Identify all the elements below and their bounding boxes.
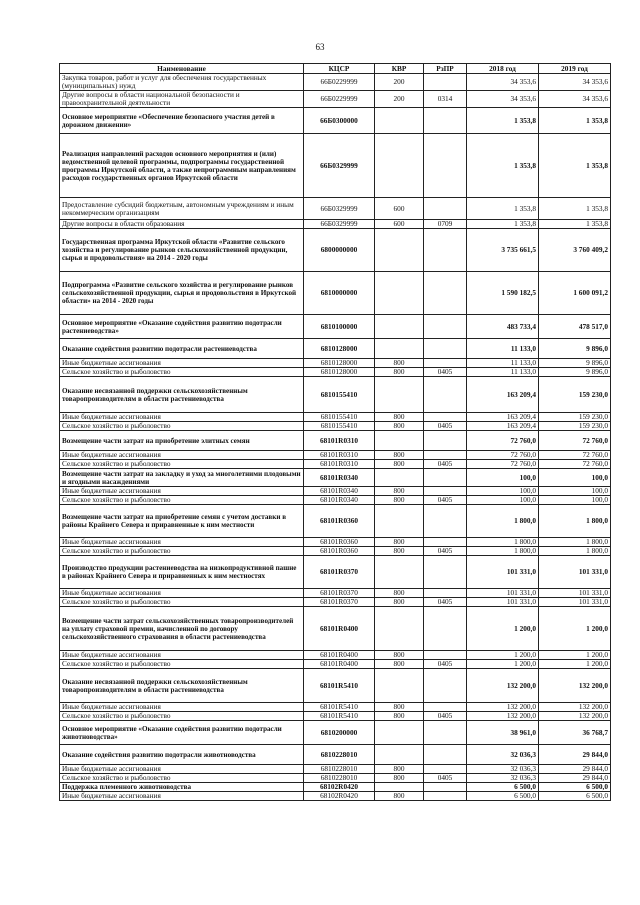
cell-kcsr: 66Б0300000 [304,108,375,134]
cell-kcsr: 6810200000 [304,721,375,745]
cell-rzpr [424,589,467,598]
table-row [60,229,611,272]
cell-2018: 132 200,0 [467,712,539,721]
cell-name: Сельское хозяйство и рыболовство [60,422,304,431]
cell-rzpr [424,792,467,801]
cell-kcsr: 68101R0370 [304,598,375,607]
table-row [60,134,611,198]
table-row [60,451,611,460]
budget-table [59,63,611,801]
cell-kcsr: 6810100000 [304,315,375,339]
cell-name: Сельское хозяйство и рыболовство [60,712,304,721]
cell-2018: 163 209,4 [467,422,539,431]
cell-2018: 100,0 [467,469,539,487]
cell-rzpr: 0709 [424,220,467,229]
cell-2019: 29 844,0 [539,745,611,765]
cell-name: Другие вопросы в области образования [60,220,304,229]
cell-2019: 1 353,8 [539,198,611,220]
cell-rzpr [424,703,467,712]
header-name: Наименование [60,64,304,74]
table-row [60,745,611,765]
cell-kvr: 800 [375,487,424,496]
table-row [60,538,611,547]
cell-kcsr: 6810228010 [304,765,375,774]
cell-kcsr: 66Б0329999 [304,134,375,198]
cell-rzpr: 0405 [424,496,467,505]
cell-kvr [375,134,424,198]
cell-2018: 6 500,0 [467,792,539,801]
cell-kvr [375,669,424,703]
cell-rzpr [424,556,467,589]
cell-kcsr: 68101R5410 [304,712,375,721]
table-row [60,74,611,91]
cell-2019: 72 760,0 [539,460,611,469]
cell-kcsr: 6810155410 [304,422,375,431]
table-row [60,774,611,783]
cell-name: Оказание содействия развитию подотрасли растениеводства [60,339,304,359]
cell-rzpr: 0405 [424,598,467,607]
cell-2019: 9 896,0 [539,339,611,359]
cell-kcsr: 6800000000 [304,229,375,272]
cell-rzpr [424,339,467,359]
cell-2019: 1 353,8 [539,220,611,229]
cell-kvr: 200 [375,91,424,108]
cell-rzpr [424,74,467,91]
cell-2018: 1 800,0 [467,505,539,538]
cell-name: Другие вопросы в области национальной безопасности и правоохранительной деятельности [60,91,304,108]
cell-2019: 159 230,0 [539,377,611,413]
cell-kvr: 800 [375,422,424,431]
cell-2018: 132 200,0 [467,703,539,712]
cell-rzpr [424,451,467,460]
table-row [60,377,611,413]
cell-2018: 1 800,0 [467,538,539,547]
cell-name: Предоставление субсидий бюджетным, автономным учреждениям и иным некоммерческим организациям [60,198,304,220]
cell-rzpr [424,538,467,547]
table-header-row [60,64,611,74]
cell-kcsr: 68101R0400 [304,607,375,651]
cell-name: Реализация направлений расходов основного мероприятия и (или) ведомственной целевой программы, подпрограммы государственной программы Иркутской области, а также непрограммным направлениям расходов государственных органов Иркутской области [60,134,304,198]
cell-name: Иные бюджетные ассигнования [60,792,304,801]
cell-kvr [375,339,424,359]
table-row [60,431,611,451]
cell-kcsr: 6810128000 [304,368,375,377]
cell-rzpr: 0405 [424,368,467,377]
cell-2018: 72 760,0 [467,431,539,451]
cell-2018: 100,0 [467,487,539,496]
table-row [60,660,611,669]
cell-kvr: 800 [375,765,424,774]
cell-2018: 6 500,0 [467,783,539,792]
cell-name: Возмещение части затрат на приобретение семян с учетом доставки в районы Крайнего Севера и приравненные к ним местности [60,505,304,538]
cell-name: Иные бюджетные ассигнования [60,413,304,422]
cell-name: Сельское хозяйство и рыболовство [60,496,304,505]
cell-kcsr: 68101R0340 [304,469,375,487]
cell-rzpr [424,505,467,538]
cell-2019: 1 800,0 [539,538,611,547]
cell-rzpr: 0405 [424,460,467,469]
cell-rzpr: 0405 [424,547,467,556]
header-kvr: КВР [375,64,424,74]
cell-2019: 6 500,0 [539,783,611,792]
table-row [60,547,611,556]
cell-kvr: 800 [375,451,424,460]
cell-2018: 101 331,0 [467,589,539,598]
cell-kcsr: 66Б0329999 [304,198,375,220]
cell-2018: 11 133,0 [467,368,539,377]
cell-2018: 1 353,8 [467,134,539,198]
cell-2019: 9 896,0 [539,368,611,377]
header-year-2019: 2019 год [539,64,611,74]
cell-kcsr: 68101R0340 [304,487,375,496]
table-row [60,413,611,422]
cell-2019: 1 200,0 [539,660,611,669]
cell-rzpr [424,651,467,660]
cell-kcsr: 68101R0360 [304,547,375,556]
cell-2018: 32 036,3 [467,765,539,774]
cell-kcsr: 6810155410 [304,413,375,422]
cell-kvr [375,607,424,651]
table-row [60,721,611,745]
header-rzpr: РзПР [424,64,467,74]
cell-kcsr: 6810228010 [304,774,375,783]
table-row [60,505,611,538]
cell-rzpr [424,469,467,487]
table-row [60,460,611,469]
cell-kvr: 800 [375,359,424,368]
cell-name: Иные бюджетные ассигнования [60,765,304,774]
cell-kcsr: 68101R5410 [304,669,375,703]
cell-name: Сельское хозяйство и рыболовство [60,547,304,556]
cell-name: Иные бюджетные ассигнования [60,703,304,712]
cell-2019: 9 896,0 [539,359,611,368]
cell-rzpr [424,487,467,496]
table-row [60,703,611,712]
cell-2018: 100,0 [467,496,539,505]
cell-kvr: 800 [375,712,424,721]
cell-2018: 34 353,6 [467,91,539,108]
cell-rzpr: 0405 [424,422,467,431]
cell-2018: 163 209,4 [467,377,539,413]
cell-2019: 100,0 [539,487,611,496]
table-row [60,651,611,660]
cell-kvr: 800 [375,413,424,422]
cell-name: Иные бюджетные ассигнования [60,538,304,547]
cell-kcsr: 68102R0420 [304,783,375,792]
cell-kvr: 800 [375,598,424,607]
cell-kcsr: 6810228010 [304,745,375,765]
cell-kvr: 800 [375,538,424,547]
table-row [60,496,611,505]
cell-2019: 72 760,0 [539,431,611,451]
cell-kcsr: 68101R0360 [304,538,375,547]
cell-kvr: 800 [375,547,424,556]
cell-2019: 29 844,0 [539,765,611,774]
cell-2018: 1 353,8 [467,198,539,220]
cell-rzpr [424,669,467,703]
cell-2019: 100,0 [539,496,611,505]
cell-kvr [375,469,424,487]
cell-rzpr: 0405 [424,712,467,721]
cell-name: Основное мероприятие «Обеспечение безопасного участия детей в дорожном движении» [60,108,304,134]
cell-2019: 1 353,8 [539,134,611,198]
cell-kcsr: 6810155410 [304,377,375,413]
cell-rzpr [424,431,467,451]
cell-kvr [375,272,424,315]
cell-2019: 36 768,7 [539,721,611,745]
cell-2018: 101 331,0 [467,598,539,607]
cell-kvr [375,745,424,765]
cell-2018: 34 353,6 [467,74,539,91]
cell-kcsr: 6810128000 [304,359,375,368]
cell-kcsr: 68102R0420 [304,792,375,801]
cell-kcsr: 68101R5410 [304,703,375,712]
cell-kvr: 600 [375,198,424,220]
cell-kvr [375,108,424,134]
table-row [60,368,611,377]
cell-2018: 38 961,0 [467,721,539,745]
cell-kvr: 800 [375,460,424,469]
cell-name: Государственная программа Иркутской области «Развитие сельского хозяйства и регулирование рынков сельскохозяйственной продукции, сырья и продовольствия» на 2014 - 2020 годы [60,229,304,272]
cell-name: Основное мероприятие «Оказание содействия развитию подотрасли растениеводства» [60,315,304,339]
cell-name: Сельское хозяйство и рыболовство [60,598,304,607]
cell-2019: 1 800,0 [539,547,611,556]
cell-2019: 34 353,6 [539,91,611,108]
table-row [60,712,611,721]
table-row [60,272,611,315]
cell-kcsr: 66Б0229999 [304,91,375,108]
cell-name: Возмещение части затрат на закладку и уход за многолетними плодовыми и ягодными насаждениями [60,469,304,487]
table-row [60,783,611,792]
cell-rzpr [424,783,467,792]
table-row [60,765,611,774]
table-row [60,315,611,339]
table-row [60,339,611,359]
cell-kcsr: 68101R0370 [304,589,375,598]
cell-kvr: 800 [375,368,424,377]
cell-2018: 132 200,0 [467,669,539,703]
cell-kvr [375,721,424,745]
cell-kvr [375,783,424,792]
cell-2018: 1 200,0 [467,607,539,651]
cell-name: Производство продукции растениеводства на низкопродуктивной пашне в районах Крайнего Севера и приравненных к ним местностях [60,556,304,589]
cell-2018: 1 200,0 [467,660,539,669]
cell-2019: 159 230,0 [539,422,611,431]
cell-name: Иные бюджетные ассигнования [60,359,304,368]
cell-kcsr: 68101R0310 [304,460,375,469]
cell-2018: 72 760,0 [467,460,539,469]
cell-kcsr: 68101R0370 [304,556,375,589]
cell-rzpr [424,607,467,651]
table-row [60,487,611,496]
cell-name: Оказание несвязанной поддержки сельскохозяйственным товаропроизводителям в области растениеводства [60,377,304,413]
cell-2018: 3 735 661,5 [467,229,539,272]
cell-name: Иные бюджетные ассигнования [60,589,304,598]
cell-2019: 1 800,0 [539,505,611,538]
cell-rzpr [424,198,467,220]
table-row [60,469,611,487]
cell-name: Иные бюджетные ассигнования [60,651,304,660]
cell-kvr: 800 [375,703,424,712]
cell-name: Основное мероприятие «Оказание содействия развитию подотрасли животноводства» [60,721,304,745]
cell-kcsr: 68101R0400 [304,651,375,660]
cell-name: Сельское хозяйство и рыболовство [60,460,304,469]
cell-2019: 100,0 [539,469,611,487]
cell-2019: 132 200,0 [539,703,611,712]
cell-2019: 101 331,0 [539,598,611,607]
cell-kvr [375,315,424,339]
cell-kcsr: 6810128000 [304,339,375,359]
cell-kcsr: 66Б0229999 [304,74,375,91]
cell-name: Возмещение части затрат на приобретение элитных семян [60,431,304,451]
table-row [60,792,611,801]
cell-2018: 32 036,3 [467,774,539,783]
cell-kcsr: 68101R0360 [304,505,375,538]
cell-2019: 1 353,8 [539,108,611,134]
table-body [60,74,611,801]
cell-rzpr: 0405 [424,660,467,669]
cell-kcsr: 68101R0400 [304,660,375,669]
cell-2019: 1 600 091,2 [539,272,611,315]
cell-name: Оказание несвязанной поддержки сельскохозяйственным товаропроизводителям в области растениеводства [60,669,304,703]
header-year-2018: 2018 год [467,64,539,74]
header-kcsr: КЦСР [304,64,375,74]
cell-2019: 101 331,0 [539,589,611,598]
cell-kvr: 800 [375,589,424,598]
table-row [60,669,611,703]
cell-2019: 478 517,0 [539,315,611,339]
cell-name: Сельское хозяйство и рыболовство [60,774,304,783]
cell-kcsr: 68101R0340 [304,496,375,505]
cell-kcsr: 68101R0310 [304,451,375,460]
cell-name: Закупка товаров, работ и услуг для обеспечения государственных (муниципальных) нужд [60,74,304,91]
cell-2019: 132 200,0 [539,712,611,721]
table-row [60,198,611,220]
cell-rzpr [424,229,467,272]
cell-name: Сельское хозяйство и рыболовство [60,660,304,669]
cell-kvr: 800 [375,496,424,505]
table-row [60,91,611,108]
cell-kvr [375,431,424,451]
cell-2019: 34 353,6 [539,74,611,91]
cell-2018: 1 590 182,5 [467,272,539,315]
cell-name: Поддержка племенного животноводства [60,783,304,792]
cell-2018: 1 200,0 [467,651,539,660]
cell-rzpr: 0405 [424,774,467,783]
table-row [60,108,611,134]
cell-rzpr [424,315,467,339]
cell-kvr: 800 [375,792,424,801]
cell-name: Подпрограмма «Развитие сельского хозяйства и регулирование рынков сельскохозяйственной продукции, сырья и продовольствия в Иркутской области» на 2014 - 2020 годы [60,272,304,315]
table-row [60,607,611,651]
cell-2018: 11 133,0 [467,339,539,359]
table-row [60,359,611,368]
cell-2019: 132 200,0 [539,669,611,703]
cell-2018: 1 353,8 [467,108,539,134]
cell-kvr [375,556,424,589]
cell-rzpr [424,359,467,368]
cell-name: Сельское хозяйство и рыболовство [60,368,304,377]
cell-kvr: 800 [375,774,424,783]
cell-2019: 159 230,0 [539,413,611,422]
cell-rzpr [424,765,467,774]
table-row [60,422,611,431]
cell-2019: 3 760 409,2 [539,229,611,272]
cell-2019: 29 844,0 [539,774,611,783]
cell-2018: 483 733,4 [467,315,539,339]
cell-kcsr: 66Б0329999 [304,220,375,229]
cell-2018: 1 800,0 [467,547,539,556]
cell-kcsr: 6810000000 [304,272,375,315]
cell-rzpr: 0314 [424,91,467,108]
cell-2019: 1 200,0 [539,651,611,660]
cell-2018: 163 209,4 [467,413,539,422]
cell-kvr: 200 [375,74,424,91]
cell-2018: 32 036,3 [467,745,539,765]
cell-rzpr [424,134,467,198]
cell-rzpr [424,413,467,422]
cell-kvr: 800 [375,651,424,660]
cell-rzpr [424,108,467,134]
cell-kvr: 600 [375,220,424,229]
table-row [60,220,611,229]
cell-rzpr [424,377,467,413]
cell-name: Оказание содействия развитию подотрасли животноводства [60,745,304,765]
cell-kcsr: 68101R0310 [304,431,375,451]
cell-kvr [375,377,424,413]
cell-kvr [375,505,424,538]
cell-kvr: 800 [375,660,424,669]
cell-rzpr [424,745,467,765]
cell-2018: 101 331,0 [467,556,539,589]
table-row [60,556,611,589]
cell-2019: 1 200,0 [539,607,611,651]
cell-name: Иные бюджетные ассигнования [60,451,304,460]
cell-2018: 72 760,0 [467,451,539,460]
cell-2019: 6 500,0 [539,792,611,801]
table-row [60,598,611,607]
table-row [60,589,611,598]
cell-kvr [375,229,424,272]
cell-name: Иные бюджетные ассигнования [60,487,304,496]
cell-rzpr [424,721,467,745]
cell-2019: 72 760,0 [539,451,611,460]
cell-name: Возмещение части затрат сельскохозяйственных товаропроизводителей на уплату страховой премии, начисленной по договору сельскохозяйственного страхования в области растениеводства [60,607,304,651]
page-number: 63 [315,42,325,52]
cell-2018: 1 353,8 [467,220,539,229]
cell-2019: 101 331,0 [539,556,611,589]
cell-rzpr [424,272,467,315]
cell-2018: 11 133,0 [467,359,539,368]
